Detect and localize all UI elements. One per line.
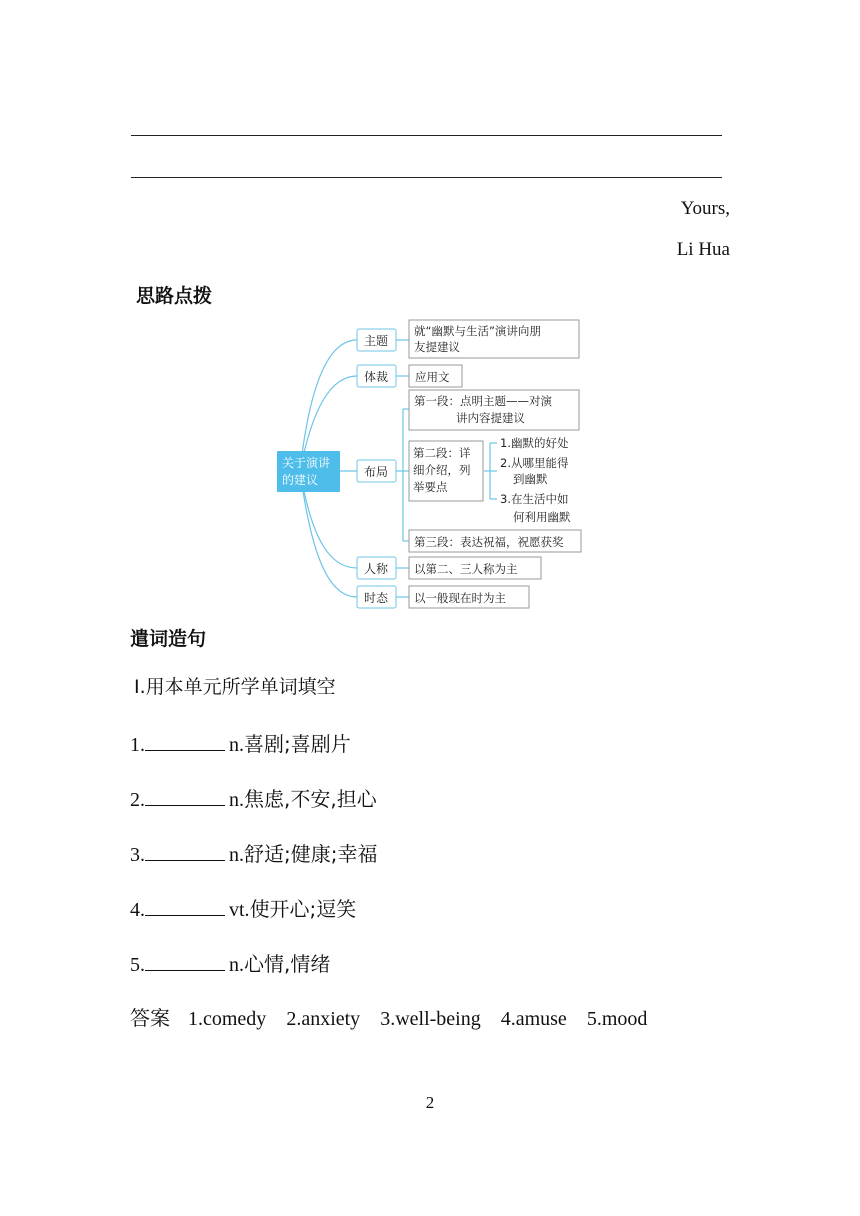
center-label-1: 关于演讲 bbox=[282, 456, 331, 470]
item-pos: n. bbox=[229, 844, 244, 866]
branch-label-tense: 时态 bbox=[364, 591, 389, 605]
page-number: 2 bbox=[425, 1093, 435, 1112]
answer-key bbox=[130, 1002, 647, 1031]
vocab-item bbox=[130, 783, 377, 812]
detail-para3: 第三段：表达祝福，祝愿获奖 bbox=[414, 535, 564, 549]
answer-blank[interactable] bbox=[145, 787, 225, 806]
item-meaning: 焦虑,不安,担心 bbox=[244, 787, 377, 811]
answer-label: 答案 bbox=[130, 1006, 170, 1030]
signature-closing: Yours, bbox=[680, 198, 730, 219]
signature-name: Li Hua bbox=[676, 239, 730, 260]
item-pos: vt. bbox=[229, 899, 250, 921]
answer-item: 3.well-being bbox=[380, 1008, 481, 1030]
detail-theme-1: 就“幽默与生活”演讲向朋 bbox=[414, 324, 541, 338]
branch-label-person: 人称 bbox=[364, 562, 389, 576]
item-pos: n. bbox=[229, 954, 244, 976]
branch-label-theme: 主题 bbox=[364, 334, 389, 348]
detail-para2-2: 细介绍，列 bbox=[413, 463, 471, 477]
detail-para2-3: 举要点 bbox=[413, 480, 448, 494]
branch-label-genre: 体裁 bbox=[364, 370, 389, 384]
vocab-item bbox=[130, 728, 351, 757]
item-meaning: 心情,情绪 bbox=[244, 952, 331, 976]
detail-genre: 应用文 bbox=[415, 370, 450, 384]
answer-item: 1.comedy bbox=[188, 1008, 267, 1030]
section-heading-vocab: 遣词造句 bbox=[130, 628, 207, 650]
answer-blank[interactable] bbox=[145, 897, 225, 916]
branch-label-layout: 布局 bbox=[364, 465, 389, 479]
item-number: 2. bbox=[130, 789, 145, 811]
answer-item: 2.anxiety bbox=[286, 1008, 361, 1030]
vocab-item bbox=[130, 948, 330, 977]
answer-item: 4.amuse bbox=[500, 1008, 567, 1030]
detail-point-1: 1.幽默的好处 bbox=[500, 436, 569, 450]
item-number: 5. bbox=[130, 954, 145, 976]
item-number: 4. bbox=[130, 899, 145, 921]
item-meaning: 喜剧;喜剧片 bbox=[244, 732, 351, 756]
detail-para1-1: 第一段：点明主题——对演 bbox=[414, 394, 552, 408]
detail-point-3a: 3.在生活中如 bbox=[500, 492, 569, 506]
detail-tense: 以一般现在时为主 bbox=[414, 591, 506, 605]
vocab-item bbox=[130, 893, 356, 922]
task-title: Ⅰ.用本单元所学单词填空 bbox=[134, 676, 336, 698]
detail-point-2a: 2.从哪里能得 bbox=[500, 456, 569, 470]
answer-blank[interactable] bbox=[145, 732, 225, 751]
item-number: 3. bbox=[130, 844, 145, 866]
vocab-item bbox=[130, 838, 377, 867]
detail-para2-1: 第二段：详 bbox=[413, 446, 471, 460]
detail-theme-2: 友提建议 bbox=[414, 340, 460, 354]
detail-person: 以第二、三人称为主 bbox=[414, 562, 518, 576]
detail-para1-2: 讲内容提建议 bbox=[456, 411, 525, 425]
answer-item: 5.mood bbox=[586, 1008, 648, 1030]
item-number: 1. bbox=[130, 734, 145, 756]
detail-point-2b: 到幽默 bbox=[513, 472, 548, 486]
center-label-2: 的建议 bbox=[282, 473, 319, 487]
detail-point-3b: 何利用幽默 bbox=[513, 510, 571, 524]
section-heading-thinking: 思路点拨 bbox=[136, 285, 213, 307]
answer-blank[interactable] bbox=[145, 952, 225, 971]
item-meaning: 舒适;健康;幸福 bbox=[244, 842, 378, 866]
item-pos: n. bbox=[229, 734, 244, 756]
item-meaning: 使开心;逗笑 bbox=[249, 897, 357, 921]
item-pos: n. bbox=[229, 789, 244, 811]
answer-blank[interactable] bbox=[145, 842, 225, 861]
